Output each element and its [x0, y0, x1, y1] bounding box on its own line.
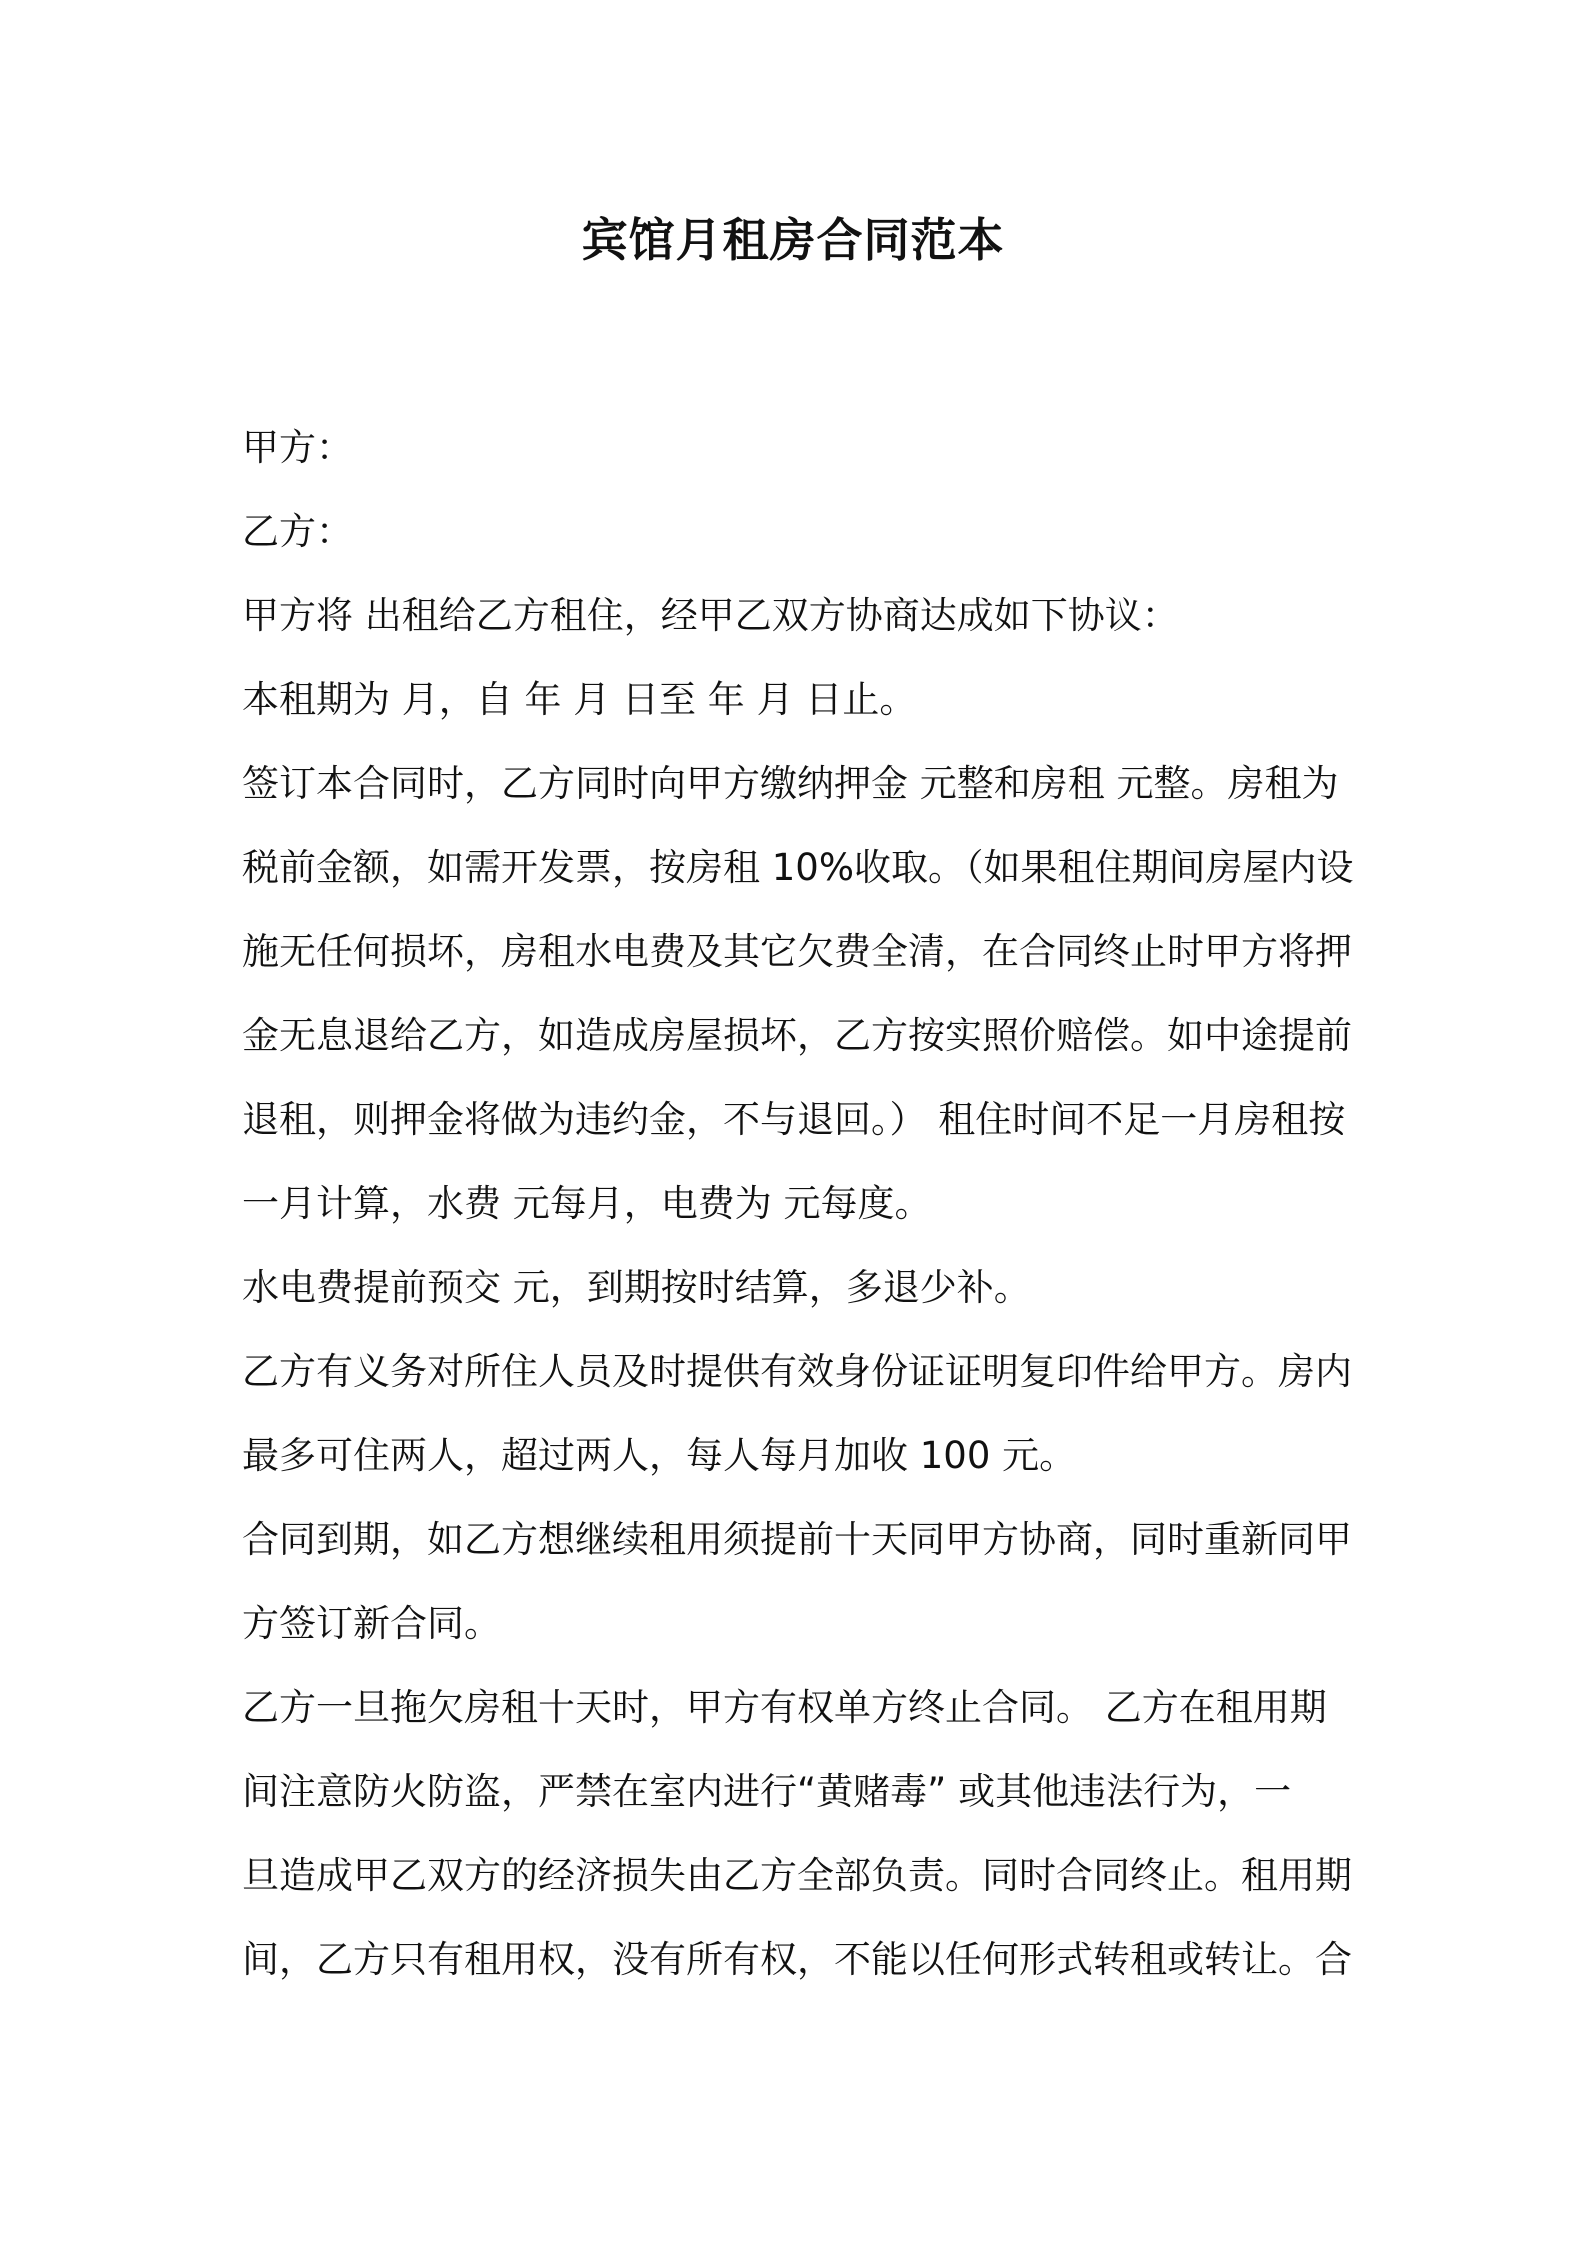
body-line: 方签订新合同。	[242, 1602, 501, 1645]
party-a-line: 甲方：	[242, 426, 353, 469]
body-line: 金无息退给乙方，如造成房屋损坏，乙方按实照价赔偿。如中途提前	[242, 1014, 1352, 1057]
body-line: 甲方将 出租给乙方租住，经甲乙双方协商达成如下协议：	[242, 594, 1179, 637]
party-b-line: 乙方：	[242, 510, 353, 553]
body-line: 施无任何损坏，房租水电费及其它欠费全清，在合同终止时甲方将押	[242, 930, 1352, 973]
body-line: 本租期为 月，自 年 月 日至 年 月 日止。	[242, 678, 917, 721]
body-line: 水电费提前预交 元，到期按时结算，多退少补。	[242, 1266, 1031, 1309]
body-line: 退租，则押金将做为违约金，不与退回。） 租住时间不足一月房租按	[242, 1098, 1346, 1141]
body-line: 间，乙方只有租用权，没有所有权，不能以任何形式转租或转让。合	[242, 1938, 1352, 1981]
body-line: 一月计算，水费 元每月，电费为 元每度。	[242, 1182, 932, 1225]
document-body	[242, 406, 1354, 2002]
body-line: 乙方有义务对所住人员及时提供有效身份证证明复印件给甲方。房内	[242, 1350, 1352, 1393]
body-line: 间注意防火防盗，严禁在室内进行“黄赌毒” 或其他违法行为，一	[242, 1770, 1292, 1813]
body-line: 税前金额，如需开发票，按房租 10%收取。（如果租住期间房屋内设	[242, 846, 1354, 889]
body-line: 最多可住两人，超过两人，每人每月加收 100 元。	[242, 1434, 1077, 1477]
body-line: 签订本合同时，乙方同时向甲方缴纳押金 元整和房租 元整。房租为	[242, 762, 1339, 805]
body-line: 合同到期，如乙方想继续租用须提前十天同甲方协商，同时重新同甲	[242, 1518, 1352, 1561]
document-title: 宾馆月租房合同范本	[581, 213, 1005, 267]
body-line: 乙方一旦拖欠房租十天时，甲方有权单方终止合同。 乙方在租用期	[242, 1686, 1327, 1729]
body-line: 旦造成甲乙双方的经济损失由乙方全部负责。同时合同终止。租用期	[242, 1854, 1352, 1897]
